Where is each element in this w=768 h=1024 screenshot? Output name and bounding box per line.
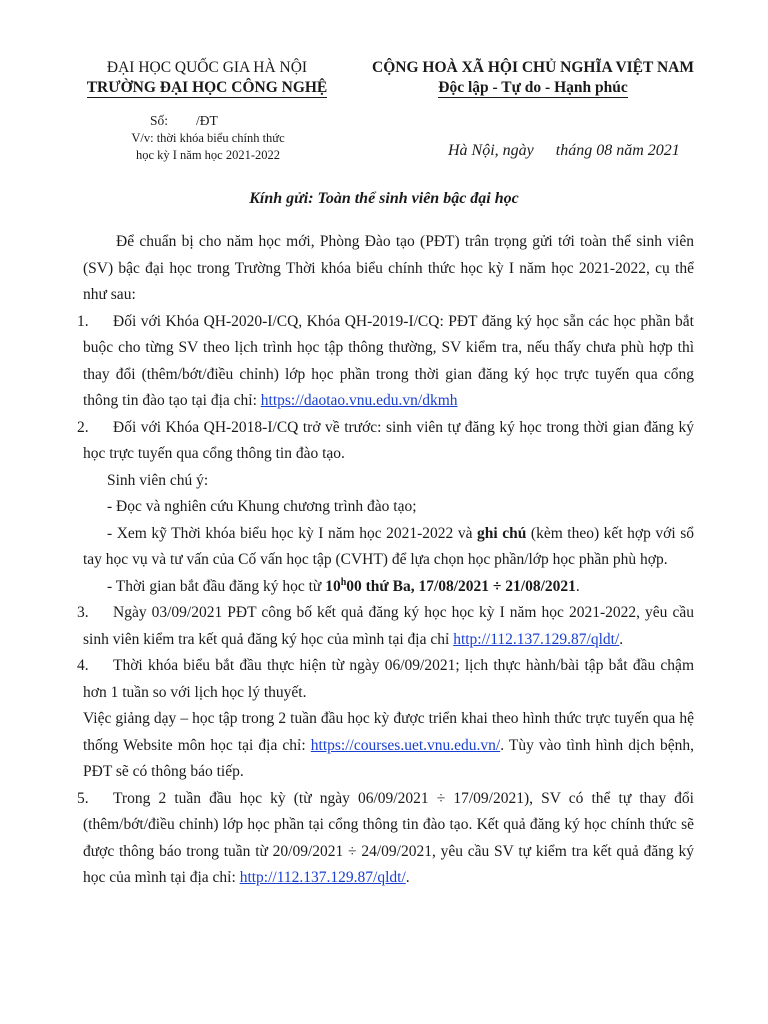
school-name: TRƯỜNG ĐẠI HỌC CÔNG NGHỆ	[86, 79, 328, 96]
item-text: Đối với Khóa QH-2020-I/CQ, Khóa QH-2019-I/CQ: PĐT đăng ký học sẵn các học phần bắt buộc cho từng SV theo lịch trình học tập thông thường, SV kiểm tra, nếu thấy chưa phù hợp thì thay đổi (thêm/bớt/điều chỉnh) lớp học phần trong thời gian đăng ký học trực tuyến qua cổng thông tin đào tạo tại địa chỉ:	[83, 312, 694, 409]
qldt-link[interactable]: http://112.137.129.87/qldt/	[453, 630, 620, 648]
list-item-4	[77, 653, 694, 706]
list-item-1	[77, 309, 694, 415]
item-end: .	[405, 869, 410, 886]
item-end: .	[619, 630, 624, 648]
national-motto-block	[360, 58, 706, 98]
item-text: Ngày 03/09/2021 PĐT công bố kết quả đăng ký học học kỳ I năm học 2021-2022, yêu cầu sinh viên kiểm tra kết quả đăng ký học của mình tại địa chỉ	[83, 604, 694, 648]
item-number: 3.	[77, 604, 89, 621]
date-place: Hà Nội, ngày	[448, 142, 534, 159]
list-item-2	[77, 415, 694, 468]
dkmh-link[interactable]: https://daotao.vnu.edu.vn/dkmh	[260, 392, 458, 409]
item-text: Đối với Khóa QH-2018-I/CQ trở về trước: sinh viên tự đăng ký học trong thời gian đăng ký học trực tuyến qua cổng thông tin đào tạo.	[83, 418, 694, 462]
number-suffix: /ĐT	[196, 113, 218, 128]
item-number: 5.	[77, 789, 89, 807]
qldt-link-2[interactable]: http://112.137.129.87/qldt/	[239, 869, 406, 886]
item-number: 1.	[77, 312, 89, 330]
item-text: Thời khóa biểu bắt đầu thực hiện từ ngày 06/09/2021; lịch thực hành/bài tập bắt đầu chậm hơn 1 tuần so với lịch học lý thuyết.	[83, 657, 694, 701]
note-3-end: .	[575, 577, 580, 595]
note-1: - Đọc và nghiên cứu Khung chương trình đào tạo;	[107, 498, 417, 515]
number-label: Số:	[150, 113, 169, 128]
issuer-block	[62, 58, 352, 98]
note-2-text: - Xem kỹ Thời khóa biểu học kỳ I năm học 2021-2022 và	[107, 524, 478, 542]
notes-heading: Sinh viên chú ý:	[107, 471, 209, 489]
letter-body	[77, 229, 694, 892]
list-item-3	[77, 600, 694, 653]
document-meta	[108, 112, 308, 164]
courses-link[interactable]: https://courses.uet.vnu.edu.vn/	[310, 736, 501, 754]
item-number: 2.	[77, 418, 89, 436]
note-3	[83, 574, 694, 601]
greeting: Kính gửi: Toàn thể sinh viên bậc đại học	[249, 190, 519, 207]
online-text: Việc giảng dạy – học tập trong 2 tuần đầu học kỳ được triển khai theo hình thức trực tuyến qua hệ thống Website môn học tại địa chỉ:	[83, 710, 694, 754]
subject-line-2: học kỳ I năm học 2021-2022	[135, 148, 281, 162]
note-3-hour: 10	[325, 577, 341, 595]
note-2-bold: ghi chú	[477, 524, 527, 542]
motto: Độc lập - Tự do - Hạnh phúc	[438, 79, 628, 96]
list-item-5	[77, 786, 694, 892]
item-text: Trong 2 tuần đầu học kỳ (từ ngày 06/09/2021 ÷ 17/09/2021), SV có thể tự thay đổi (thêm/bớt/điều chỉnh) lớp học phần tại cổng thông tin đào tạo. Kết quả đăng ký học chính thức sẽ được thông báo trong tuần từ 20/09/2021 ÷ 24/09/2021, yêu cầu SV tự kiểm tra kết quả đăng ký học của mình tại địa chỉ:	[83, 789, 694, 886]
intro-paragraph: Để chuẩn bị cho năm học mới, Phòng Đào tạo (PĐT) trân trọng gửi tới toàn thể sinh viên (SV) bậc đại học trong Trường Thời khóa biểu chính thức học kỳ I năm học 2021-2022, cụ thể như sau:	[83, 233, 694, 303]
note-2-text-end: (kèm theo) kết hợp với sổ tay học vụ và tư vấn của Cố vấn học tập (CVHT) để lựa chọn học phần/lớp học phần phù hợp.	[83, 524, 694, 568]
note-3-bold: 00 thứ Ba, 17/08/2021 ÷ 21/08/2021	[346, 577, 576, 595]
item-number: 4.	[77, 657, 89, 674]
online-text-end: . Tùy vào tình hình dịch bệnh, PĐT sẽ có thông báo tiếp.	[83, 736, 694, 780]
note-2	[83, 521, 694, 574]
issue-date	[448, 142, 680, 160]
country-name: CỘNG HOÀ XÃ HỘI CHỦ NGHĨA VIỆT NAM	[372, 59, 694, 76]
university-name: ĐẠI HỌC QUỐC GIA HÀ NỘI	[106, 59, 308, 76]
note-3-text: - Thời gian bắt đầu đăng ký học từ	[107, 577, 326, 595]
online-teaching-paragraph	[83, 706, 694, 786]
date-month: tháng 08 năm 2021	[555, 142, 680, 159]
note-3-sup: h	[340, 576, 347, 588]
document-number	[108, 112, 308, 129]
subject-line-1: V/v: thời khóa biểu chính thức	[131, 131, 285, 145]
